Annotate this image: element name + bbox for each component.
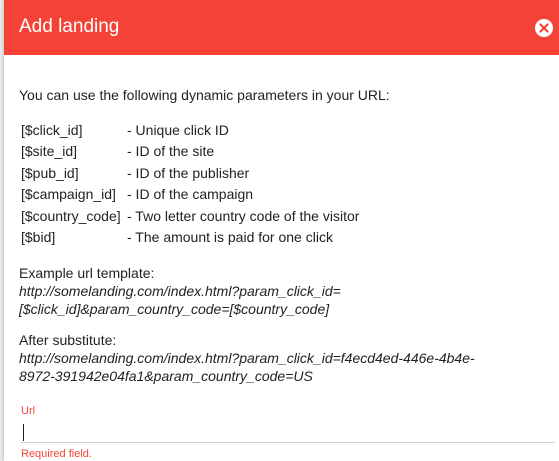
- url-error-message: Required field.: [21, 448, 92, 460]
- param-row: [19, 162, 359, 184]
- dialog-header: [4, 0, 559, 55]
- param-desc: - ID of the site: [127, 143, 215, 160]
- param-desc: - ID of the campaign: [127, 186, 254, 203]
- close-x-icon: [535, 19, 553, 37]
- after-substitute-url: http://somelanding.com/index.html?param_click_id=f4ecd4ed-446e-4b4e-8972-391942e04fa1&param_country_code=US: [19, 350, 475, 384]
- after-substitute-label: After substitute:: [19, 332, 117, 348]
- param-row: [19, 119, 359, 141]
- example-url: http://somelanding.com/index.html?param_click_id=[$click_id]&param_country_code=[$country_code]: [19, 283, 341, 317]
- param-name: [$campaign_id]: [21, 186, 116, 203]
- param-desc: - Unique click ID: [127, 121, 229, 138]
- param-row: [19, 205, 359, 227]
- param-name: [$site_id]: [21, 143, 78, 160]
- url-input[interactable]: [21, 421, 555, 443]
- param-row: [19, 141, 359, 163]
- param-desc: - Two letter country code of the visitor: [127, 207, 360, 224]
- intro-text: You can use the following dynamic parameters in your URL:: [19, 87, 390, 103]
- param-desc: - ID of the publisher: [127, 164, 250, 181]
- param-row: [19, 227, 359, 249]
- param-name: [$pub_id]: [21, 164, 79, 181]
- add-landing-dialog: [4, 0, 559, 461]
- close-icon[interactable]: [535, 19, 553, 37]
- params-table: [19, 119, 359, 248]
- example-label: Example url template:: [19, 265, 155, 281]
- dialog-title: Add landing: [19, 16, 120, 37]
- param-name: [$click_id]: [21, 121, 83, 138]
- param-desc: - The amount is paid for one click: [127, 229, 333, 246]
- param-row: [19, 184, 359, 206]
- url-field-label: Url: [21, 405, 36, 417]
- text-caret: [23, 424, 24, 441]
- param-name: [$country_code]: [21, 207, 121, 224]
- param-name: [$bid]: [21, 229, 56, 246]
